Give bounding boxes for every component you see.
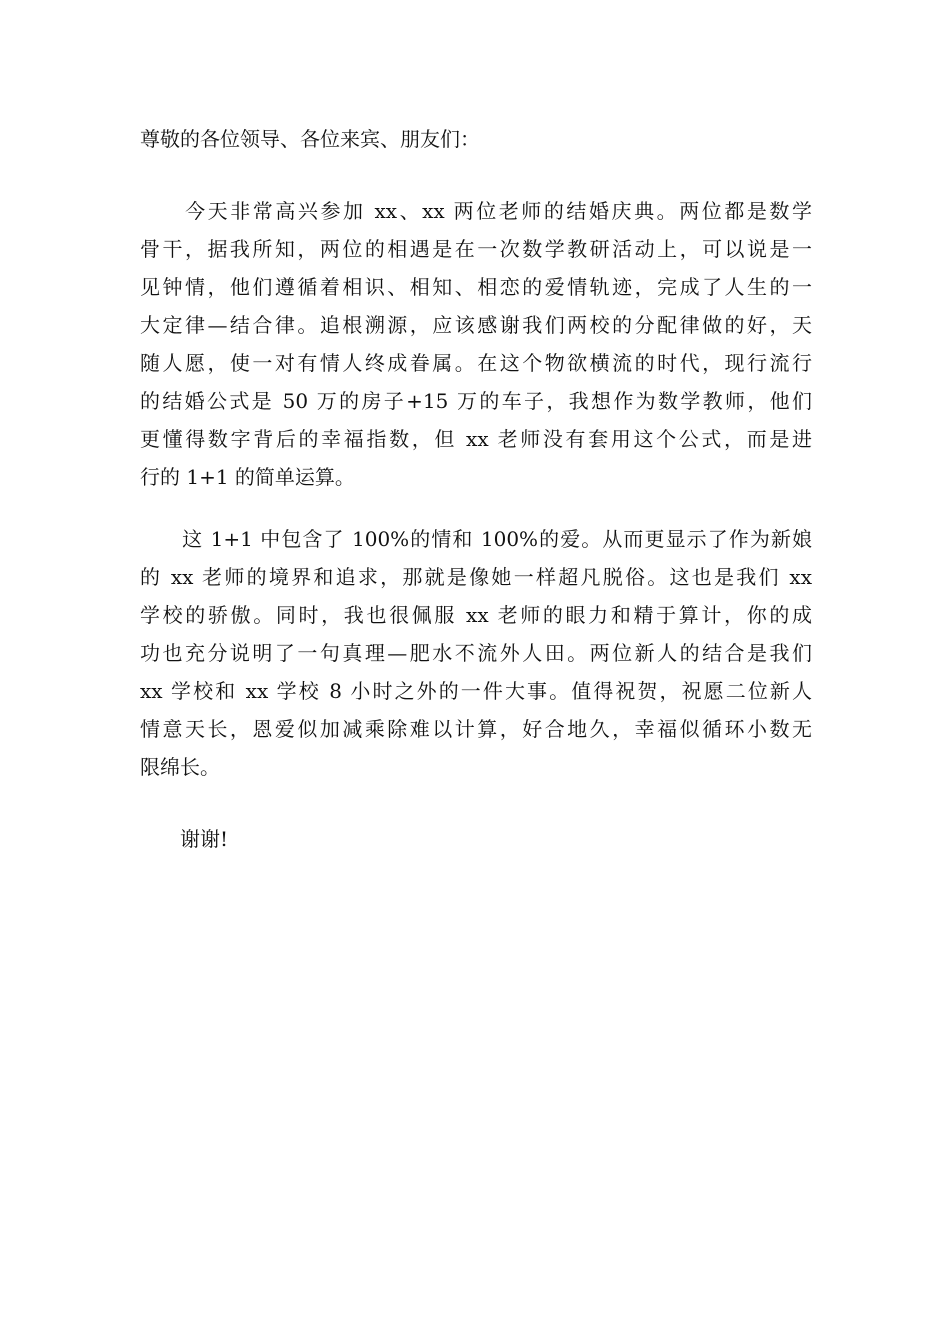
paragraph-2 [140, 520, 812, 786]
closing-line: 谢谢! [140, 827, 229, 851]
closing [140, 820, 812, 858]
paragraph-line: 功也充分说明了一句真理—肥水不流外人田。两位新人的结合是我们 [140, 641, 812, 665]
paragraph-1 [140, 192, 812, 496]
greeting-line: 尊敬的各位领导、各位来宾、朋友们： [140, 127, 480, 151]
paragraph-line: 大定律—结合律。追根溯源，应该感谢我们两校的分配律做的好，天 [140, 313, 812, 337]
paragraph-line: 情意天长，恩爱似加减乘除难以计算，好合地久，幸福似循环小数无 [140, 717, 812, 741]
paragraph-line: 随人愿，使一对有情人终成眷属。在这个物欲横流的时代，现行流行 [140, 351, 812, 375]
paragraph-line: xx 学校和 xx 学校 8 小时之外的一件大事。值得祝贺，祝愿二位新人 [140, 679, 812, 703]
paragraph-line: 的结婚公式是 50 万的房子+15 万的车子，我想作为数学教师，他们 [140, 389, 812, 413]
paragraph-line: 限绵长。 [140, 755, 220, 779]
paragraph-line: 学校的骄傲。同时，我也很佩服 xx 老师的眼力和精于算计，你的成 [140, 603, 812, 627]
paragraph-line: 骨干，据我所知，两位的相遇是在一次数学教研活动上，可以说是一 [140, 237, 812, 261]
paragraph-line: 行的 1+1 的简单运算。 [140, 465, 355, 489]
paragraph-line: 的 xx 老师的境界和追求，那就是像她一样超凡脱俗。这也是我们 xx [140, 565, 812, 589]
paragraph-line: 见钟情，他们遵循着相识、相知、相恋的爱情轨迹，完成了人生的一 [140, 275, 812, 299]
paragraph-line: 更懂得数字背后的幸福指数，但 xx 老师没有套用这个公式，而是进 [140, 427, 812, 451]
greeting [140, 120, 812, 158]
paragraph-line: 今天非常高兴参加 xx、xx 两位老师的结婚庆典。两位都是数学 [140, 199, 812, 223]
paragraph-line: 这 1+1 中包含了 100%的情和 100%的爱。从而更显示了作为新娘 [140, 527, 812, 551]
